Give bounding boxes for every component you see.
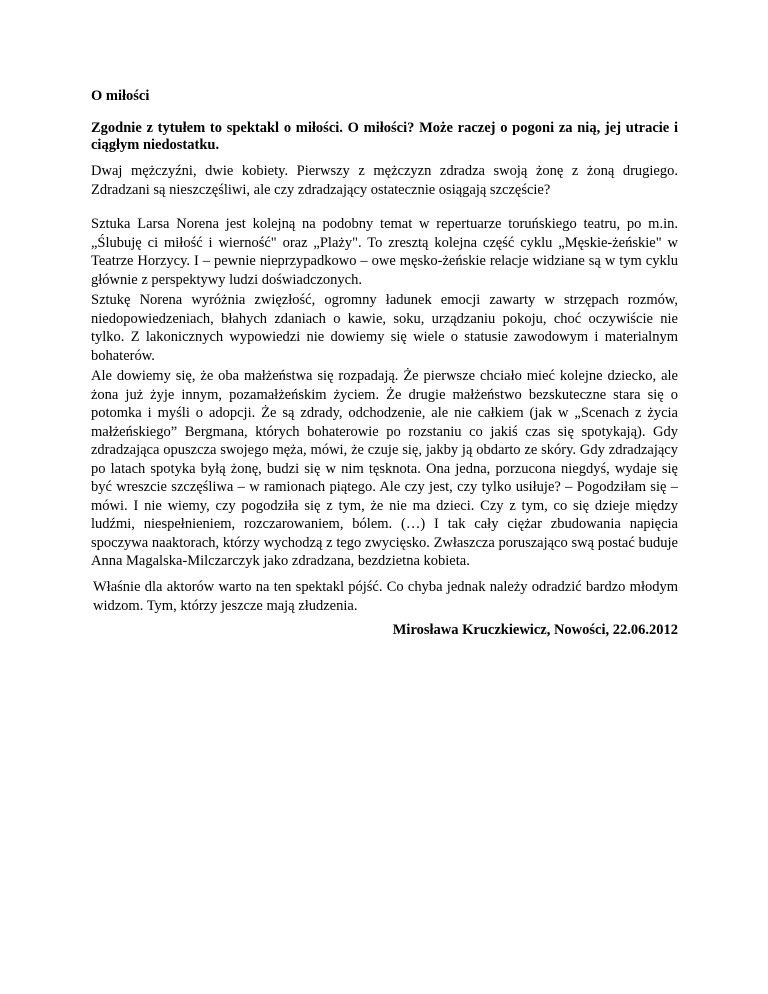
- article-heading: O miłości: [91, 88, 150, 104]
- article-lead: Zgodnie z tytułem to spektakl o miłości. O miłości? Może raczej o pogoni za nią, jej utracie i ciągłym niedostatku.: [91, 120, 678, 153]
- paragraph-5: Właśnie dla aktorów warto na ten spektakl pójść. Co chyba jednak należy odradzić bardzo młodym widzom. Tym, którzy jeszcze mają złudzenia.: [93, 579, 678, 614]
- article-signature: Mirosława Kruczkiewicz, Nowości, 22.06.2012: [392, 622, 678, 638]
- paragraph-4: Ale dowiemy się, że oba małżeństwa się rozpadają. Że pierwsze chciało mieć kolejne dziecko, ale żona już żyje innym, pozamałżeńskim życiem. Że drugie małżeństwo bezskuteczne stara się o potomka i myśli o adopcji. Że są zdrady, odchodzenie, ale nie całkiem (jak w „Scenach z życia małżeńskiego” Bergmana, których bohaterowie po rozstaniu co jakiś czas się spotykają). Gdy zdradzająca opuszcza swojego męża, mówi, że czuje się, jakby ją obdarto ze skóry. Gdy zdradzający po latach spotyka byłą żonę, budzi się w nim tęsknota. Ona jedna, porzucona niegdyś, wydaje się być wreszcie szczęśliwa – w ramionach piątego. Ale czy jest, czy tylko usiłuje? – Pogodziłam się – mówi. I nie wiemy, czy pogodziła się z tym, że nie ma dzieci. Czy z tym, co się dzieje między ludźmi, niespełnieniem, rozczarowaniem, bólem. (…) I tak cały ciężar zbudowania napięcia spoczywa naaktorach, którzy wychodzą z tego zwycięsko. Zwłaszcza poruszająco swą postać buduje Anna Magalska-Milczarczyk jako zdradzana, bezdzietna kobieta.: [91, 368, 678, 569]
- paragraph-2: Sztuka Larsa Norena jest kolejną na podobny temat w repertuarze toruńskiego teatru, po m.in. „Ślubuję ci miłość i wierność" oraz „Plaży". To zresztą kolejna część cyklu „Męskie-żeńskie" w Teatrze Horzycy. I – pewnie nieprzypadkowo – owe męsko-żeńskie relacje widziane są w tym cyklu głównie z perspektywy ludzi doświadczonych.: [91, 216, 678, 288]
- paragraph-1: Dwaj mężczyźni, dwie kobiety. Pierwszy z mężczyzn zdradza swoją żonę z żoną drugiego. Zdradzani są nieszczęśliwi, ale czy zdradzający ostatecznie osiągają szczęście?: [91, 163, 678, 198]
- paragraph-3: Sztukę Norena wyróżnia zwięzłość, ogromny ładunek emocji zawarty w strzępach rozmów, niedopowiedzeniach, błahych zdaniach o kawie, soku, urządzaniu pokoju, choć oczywiście nie tylko. Z lakonicznych wypowiedzi nie dowiemy się wiele o statusie zawodowym i materialnym bohaterów.: [91, 292, 678, 364]
